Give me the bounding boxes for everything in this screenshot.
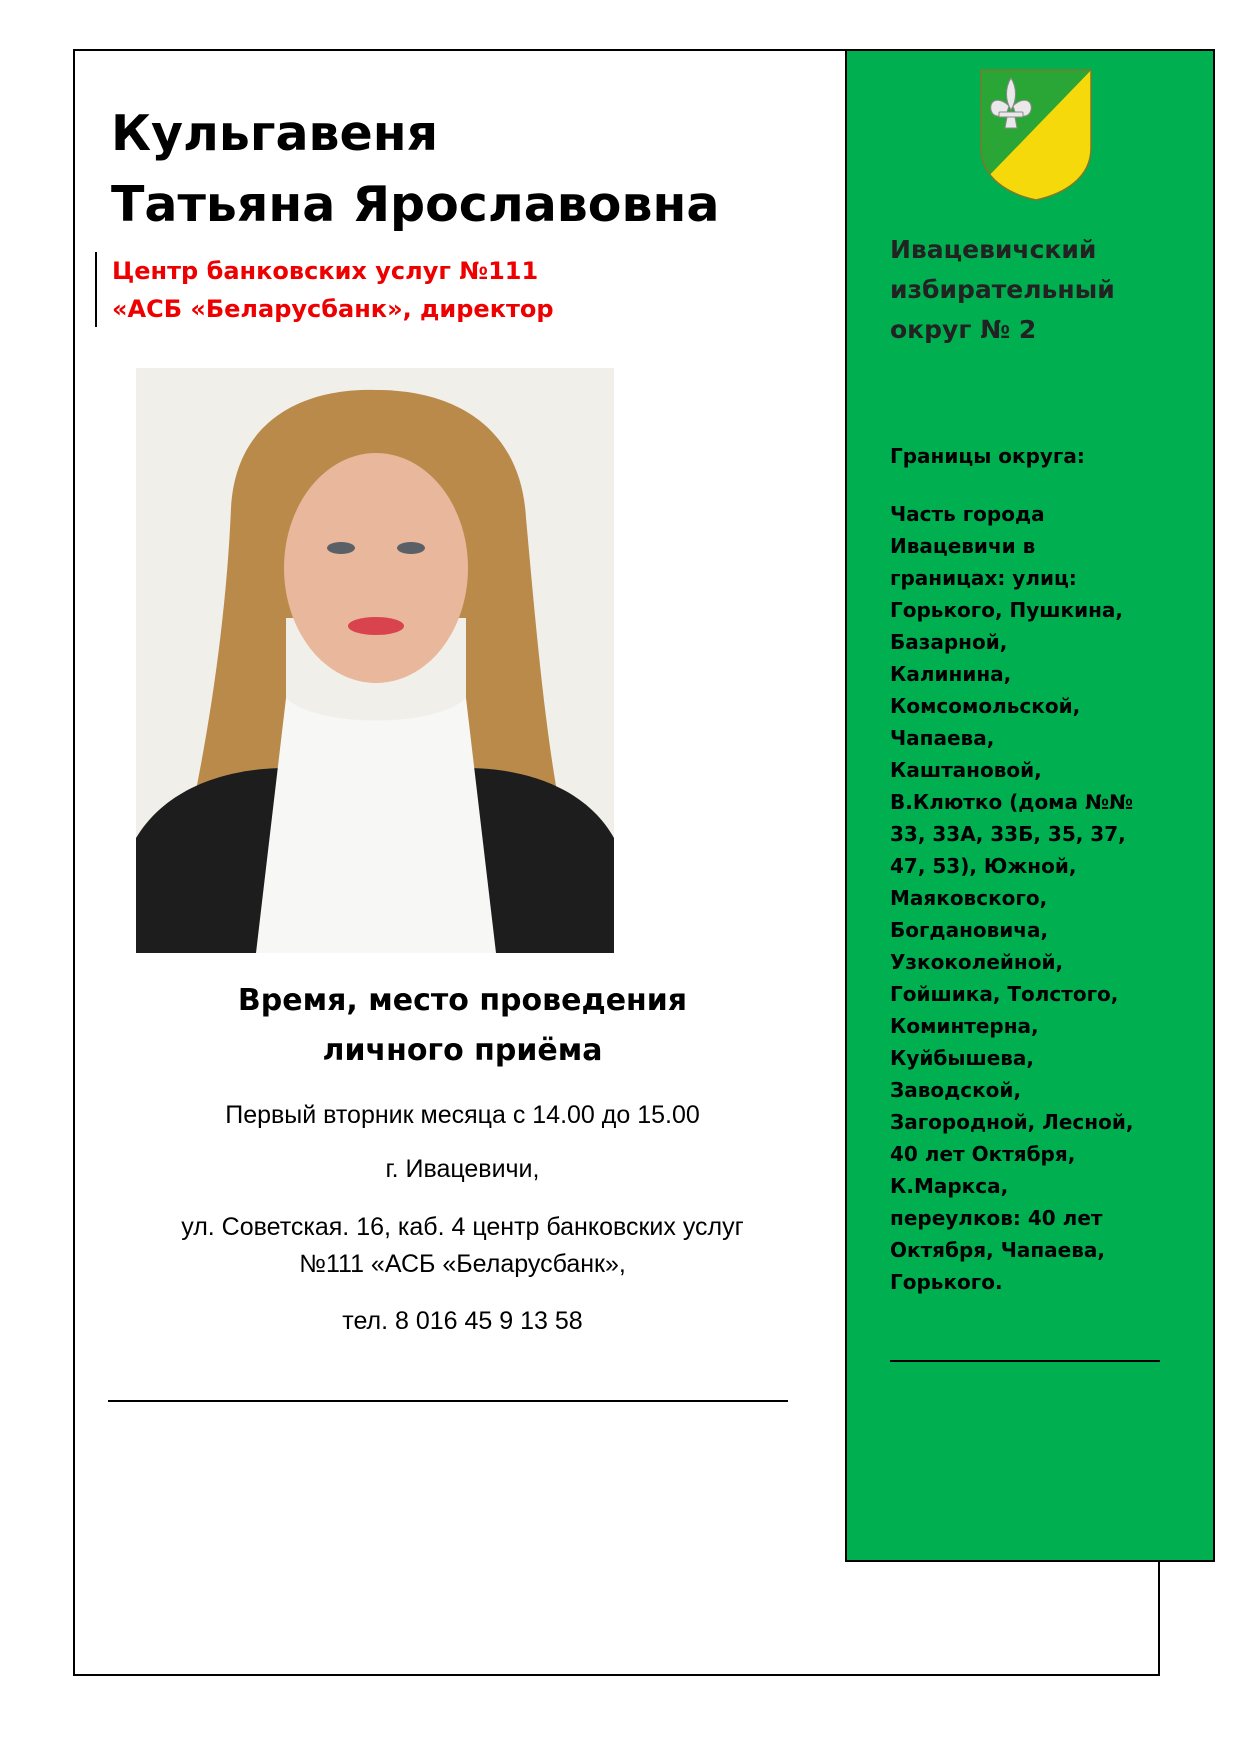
- bounds-line: Горького.: [890, 1270, 1003, 1294]
- reception-address-line-1: ул. Советская. 16, каб. 4 центр банковских услуг: [181, 1213, 744, 1241]
- reception-schedule: Первый вторник месяца с 14.00 до 15.00: [225, 1101, 700, 1129]
- reception-phone: тел. 8 016 45 9 13 58: [342, 1307, 583, 1335]
- bounds-line: Куйбышева,: [890, 1046, 1035, 1070]
- reception-city: г. Ивацевичи,: [385, 1155, 540, 1183]
- bounds-line: Калинина,: [890, 662, 1012, 686]
- divider-line: [108, 1400, 788, 1402]
- bounds-line: 47, 53), Южной,: [890, 854, 1077, 878]
- bounds-line: Загородной, Лесной,: [890, 1110, 1134, 1134]
- candidate-first-names: Татьяна Ярославовна: [111, 176, 720, 233]
- district-name: [890, 230, 1190, 350]
- panel-divider-line: [890, 1360, 1160, 1362]
- reception-heading: [170, 976, 755, 1076]
- bounds-line: 33, 33А, 33Б, 35, 37,: [890, 822, 1126, 846]
- reception-address-line-2: №111 «АСБ «Беларусбанк»,: [299, 1250, 626, 1278]
- bounds-line: Узкоколейной,: [890, 950, 1064, 974]
- position-text: [112, 252, 750, 328]
- bounds-line: Октября, Чапаева,: [890, 1238, 1105, 1262]
- bounds-line: Гойшика, Толстого,: [890, 982, 1119, 1006]
- candidate-name: [111, 98, 811, 240]
- bounds-line: К.Маркса,: [890, 1174, 1009, 1198]
- bounds-line: Горького, Пушкина,: [890, 598, 1124, 622]
- bounds-line: переулков: 40 лет: [890, 1206, 1103, 1230]
- coat-of-arms-icon: [979, 68, 1093, 202]
- photo-placeholder: [136, 368, 614, 953]
- bounds-line: Каштановой,: [890, 758, 1042, 782]
- bounds-line: Заводской,: [890, 1078, 1022, 1102]
- position-line-1: Центр банковских услуг №111: [112, 257, 539, 285]
- bounds-heading: Границы округа:: [890, 444, 1085, 468]
- bounds-line: Часть города: [890, 502, 1045, 526]
- candidate-position: [95, 252, 750, 327]
- reception-heading-line-2: личного приёма: [322, 1033, 603, 1068]
- bounds-line: Базарной,: [890, 630, 1008, 654]
- reception-heading-line-1: Время, место проведения: [237, 983, 688, 1018]
- district-name-line-2: избирательный: [890, 275, 1115, 304]
- bounds-line: Ивацевичи в: [890, 534, 1036, 558]
- bounds-line: Комсомольской,: [890, 694, 1081, 718]
- district-name-line-3: округ № 2: [890, 315, 1037, 344]
- bounds-line: Коминтерна,: [890, 1014, 1039, 1038]
- bounds-line: 40 лет Октября,: [890, 1142, 1076, 1166]
- bounds-line: Богдановича,: [890, 918, 1049, 942]
- district-bounds: [890, 498, 1190, 1298]
- bounds-line: Маяковского,: [890, 886, 1048, 910]
- bounds-line: границах: улиц:: [890, 566, 1077, 590]
- candidate-surname: Кульгавеня: [111, 105, 439, 162]
- candidate-photo: [136, 368, 614, 953]
- position-line-2: «АСБ «Беларусбанк», директор: [112, 295, 554, 323]
- district-name-line-1: Ивацевичский: [890, 235, 1097, 264]
- bounds-line: Чапаева,: [890, 726, 995, 750]
- bounds-line: В.Клютко (дома №№: [890, 790, 1134, 814]
